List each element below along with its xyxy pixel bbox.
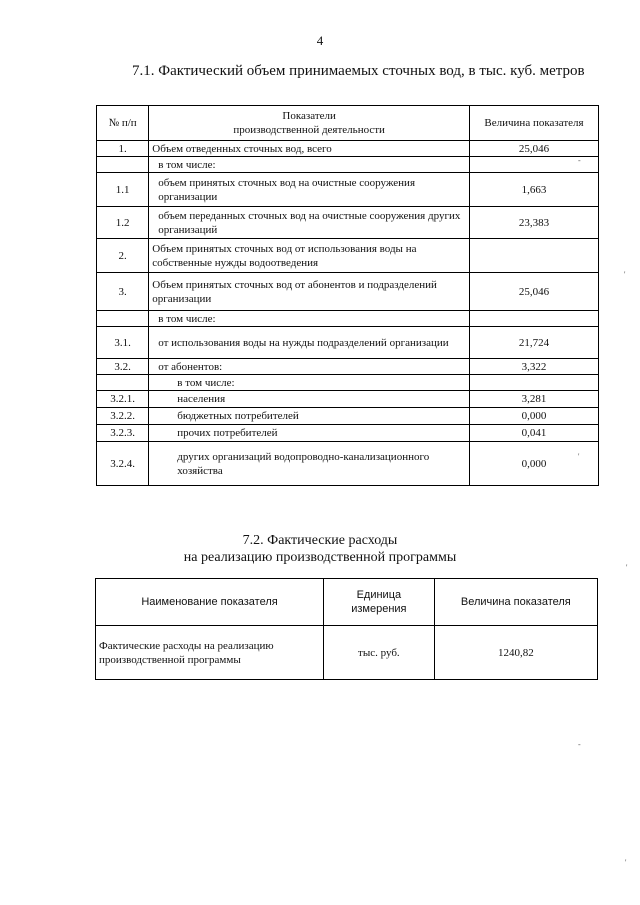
header-indicator-name: Наименование показателя bbox=[96, 579, 324, 626]
table-row bbox=[96, 626, 598, 680]
table-row: в том числе: bbox=[97, 311, 599, 327]
expense-value: 1240,82 bbox=[434, 626, 597, 680]
table-header-row bbox=[97, 106, 599, 141]
expenses-table bbox=[95, 578, 598, 680]
header-indicator: Показатели производственной деятельности bbox=[149, 106, 470, 141]
table-row: 3. Объем принятых сточных вод от абонентов и подразделений организации 25,046 bbox=[97, 273, 599, 311]
table-row: 1. Объем отведенных сточных вод, всего 25,046 bbox=[97, 141, 599, 157]
section-7-2-title-line1: 7.2. Фактические расходы bbox=[242, 533, 398, 548]
wastewater-volume-table bbox=[96, 105, 599, 486]
table-row: 3.1. от использования воды на нужды подразделений организации 21,724 bbox=[97, 327, 599, 359]
table-row: 3.2.4. других организаций водопроводно-канализационного хозяйства 0,000 bbox=[97, 442, 599, 486]
header-value: Величина показателя bbox=[434, 579, 597, 626]
section-7-1-title: 7.1. Фактический объем принимаемых сточных вод, в тыс. куб. метров bbox=[132, 63, 585, 79]
page-number: 4 bbox=[316, 33, 324, 48]
table-row: 3.2.3. прочих потребителей 0,041 bbox=[97, 425, 599, 442]
section-7-2-title-line2: на реализацию производственной программы bbox=[183, 550, 457, 565]
scan-speck: - bbox=[578, 740, 581, 749]
expense-unit: тыс. руб. bbox=[324, 626, 435, 680]
table-row: в том числе: bbox=[97, 375, 599, 391]
table-header-row bbox=[96, 579, 598, 626]
scan-speck: ' bbox=[624, 270, 626, 279]
scan-speck: ' bbox=[578, 452, 580, 461]
table-row: 3.2.1. населения 3,281 bbox=[97, 391, 599, 408]
expense-name: Фактические расходы на реализацию производственной программы bbox=[96, 626, 324, 680]
table-row: 3.2. от абонентов: 3,322 bbox=[97, 359, 599, 375]
header-value: Величина показателя bbox=[470, 106, 599, 141]
header-unit: Единица измерения bbox=[324, 579, 435, 626]
table-row: 1.1 объем принятых сточных вод на очистные сооружения организации 1,663 bbox=[97, 173, 599, 207]
table-row: в том числе: bbox=[97, 157, 599, 173]
header-number: № п/п bbox=[97, 106, 149, 141]
table-row: 3.2.2. бюджетных потребителей 0,000 bbox=[97, 408, 599, 425]
scan-speck: ' bbox=[625, 858, 627, 867]
table-row: 1.2 объем переданных сточных вод на очистные сооружения других организаций 23,383 bbox=[97, 207, 599, 239]
table-row: 2. Объем принятых сточных вод от использования воды на собственные нужды водоотведения bbox=[97, 239, 599, 273]
scan-speck: - bbox=[578, 156, 581, 165]
scan-speck: ' bbox=[626, 563, 628, 572]
